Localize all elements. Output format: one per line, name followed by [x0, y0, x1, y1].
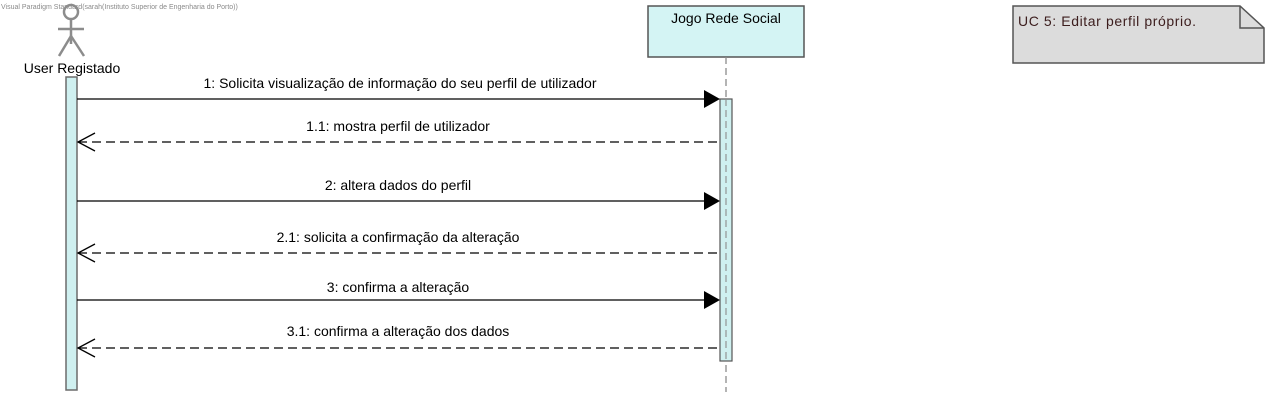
- lifeline-title: Jogo Rede Social: [671, 10, 781, 26]
- message-2: [77, 177, 720, 210]
- use-case-note: [1013, 6, 1264, 63]
- actor-label: User Registado: [23, 60, 121, 76]
- actor-activation-bar: [66, 77, 77, 390]
- message-label: 1.1: mostra perfil de utilizador: [306, 118, 490, 134]
- actor-icon: [58, 5, 84, 56]
- filled-arrowhead-icon: [704, 192, 720, 210]
- message-1-1: [78, 118, 720, 151]
- message-label: 3.1: confirma a alteração dos dados: [286, 323, 510, 339]
- message-label: 1: Solicita visualização de informação do seu perfil de utilizador: [203, 75, 597, 91]
- filled-arrowhead-icon: [704, 291, 720, 309]
- message-3-1: [78, 323, 720, 357]
- message-label: 2.1: solicita a confirmação da alteração: [276, 229, 520, 245]
- note-text: UC 5: Editar perfil próprio.: [1018, 13, 1197, 29]
- message-2-1: [78, 229, 720, 262]
- watermark-text: Visual Paradigm Standard(sarah(Instituto Superior de Engenharia do Porto)): [1, 4, 238, 11]
- message-label: 2: altera dados do perfil: [324, 177, 472, 193]
- message-1: [77, 75, 720, 108]
- message-label: 3: confirma a alteração: [326, 279, 470, 295]
- filled-arrowhead-icon: [704, 90, 720, 108]
- message-3: [77, 279, 720, 309]
